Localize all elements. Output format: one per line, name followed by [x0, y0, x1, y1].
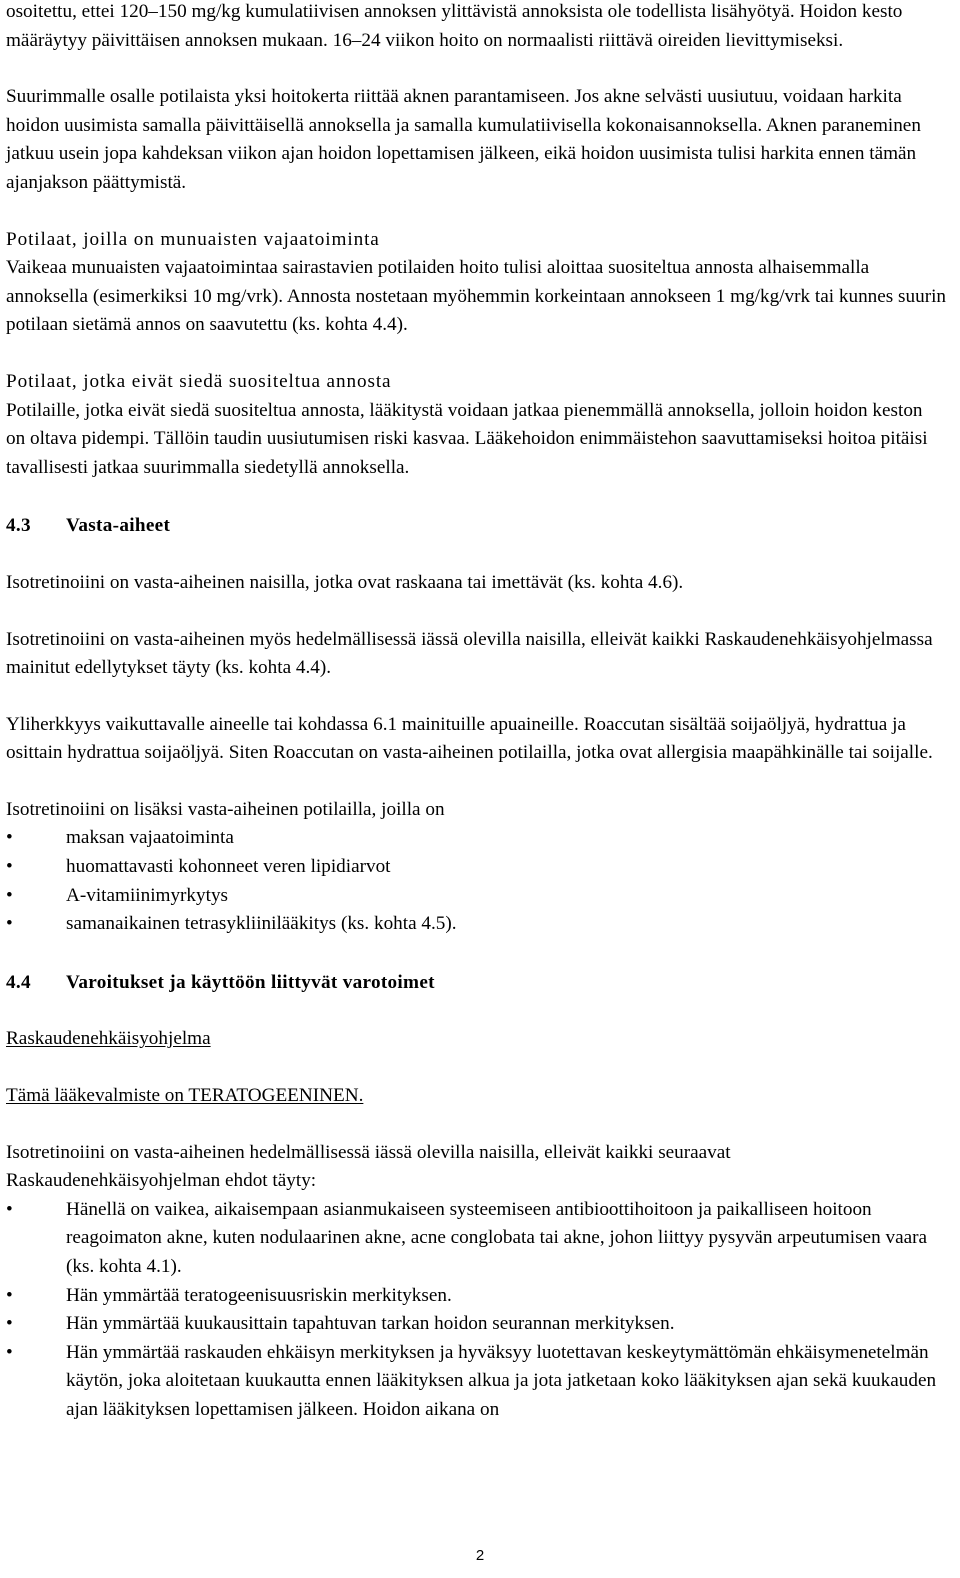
subheading-renal-impairment: Potilaat, joilla on munuaisten vajaatoiminta — [6, 228, 380, 250]
list-item: • Hänellä on vaikea, aikaisempaan asianmukaiseen systeemiseen antibioottihoitoon ja paikalliseen hoitoon reagoimaton akne, kuten nodulaarinen akne, acne conglobata tai akne, johon liittyy pysyvän arpeutumisen vaara (ks. kohta 4.1). — [6, 1196, 946, 1282]
paragraph-contraindication-fertile-women: Isotretinoiini on vasta-aiheinen myös hedelmällisessä iässä olevilla naisilla, elleivät kaikki Raskaudenehkäisyohjelmassa mainitut edellytykset täyty (ks. kohta 4.4). — [6, 628, 933, 679]
page-number: 2 — [475, 1547, 485, 1564]
paragraph-contraindication-hypersensitivity: Yliherkkyys vaikuttavalle aineelle tai kohdassa 6.1 mainituille apuaineille. Roaccutan sisältää soijaöljyä, hydrattua ja osittain hydrattua soijaöljyä. Siten Roaccutan on vasta-aiheinen potilailla, jotka ovat allergisia maapähkinälle tai soijalle. — [6, 713, 933, 764]
section-intolerant-patients — [6, 368, 946, 482]
contraindication-list — [6, 824, 946, 938]
document-page — [6, 0, 946, 1425]
section-number: 4.4 — [6, 971, 31, 993]
paragraph-contraindication-pregnancy: Isotretinoiini on vasta-aiheinen naisilla, jotka ovat raskaana tai imettävät (ks. kohta 4.6). — [6, 571, 684, 593]
section-other-contraindications — [6, 796, 946, 939]
program-conditions-list — [6, 1196, 946, 1425]
paragraph-other-contraindications: Isotretinoiini on lisäksi vasta-aiheinen potilailla, joilla on — [6, 798, 445, 820]
paragraph-intolerant-patients: Potilaille, jotka eivät siedä suositeltua annosta, lääkitystä voidaan jatkaa pienemmällä annoksella, jolloin hoidon keston on oltava pidempi. Tällöin taudin uusiutumisen riski kasvaa. Lääkehoidon enimmäistehon saavuttamiseksi hoitoa pitäisi tavallisesti jatkaa suurimmalla siedetyllä annoksella. — [6, 399, 928, 478]
subheading-intolerant-patients: Potilaat, jotka eivät siedä suositeltua annosta — [6, 370, 392, 392]
section-renal-impairment — [6, 226, 946, 340]
paragraph-treatment-courses: Suurimmalle osalle potilaista yksi hoitokerta riittää aknen parantamiseen. Jos akne selvästi uusiutuu, voidaan harkita hoidon uusimista samalla päivittäisellä annoksella ja samalla kumulatiivisella kokonaisannoksella. Aknen paraneminen jatkuu usein jopa kahdeksan viikon ajan hoidon lopettamisen jälkeen, eikä hoidon uusimista tulisi harkita ennen tämän ajanjakson päättymistä. — [6, 86, 921, 193]
section-title: Vasta-aiheet — [66, 515, 171, 537]
teratogen-warning: Tämä lääkevalmiste on TERATOGEENINEN. — [6, 1085, 364, 1107]
list-item: • huomattavasti kohonneet veren lipidiarvot — [6, 853, 946, 882]
paragraph-renal-impairment: Vaikeaa munuaisten vajaatoimintaa sairastavien potilaiden hoito tulisi aloittaa suositeltua annosta alhaisemmalla annoksella (esimerkiksi 10 mg/vrk). Annosta nostetaan myöhemmin korkeintaan annokseen 1 mg/kg/vrk tai kunnes suurin potilaan sietämä annos on saavutettu (ks. kohta 4.4). — [6, 257, 947, 336]
paragraph-program-conditions: Isotretinoiini on vasta-aiheinen hedelmällisessä iässä olevilla naisilla, elleivät kaikki seuraavat Raskaudenehkäisyohjelman ehdot täyty: — [6, 1141, 731, 1192]
section-title: Varoitukset ja käyttöön liittyvät varotoimet — [66, 971, 435, 993]
list-item: • samanaikainen tetrasykliinilääkitys (ks. kohta 4.5). — [6, 910, 946, 939]
section-number: 4.3 — [6, 515, 31, 537]
heading-section-4-3 — [6, 512, 946, 541]
paragraph-dose-duration: osoitettu, ettei 120–150 mg/kg kumulatiivisen annoksen ylittävistä annoksista ole todellista lisähyötyä. Hoidon kesto määräytyy päivittäisen annoksen mukaan. 16–24 viikon hoito on normaalisti riittävä oireiden lievittymiseksi. — [6, 1, 903, 51]
list-item: • A-vitamiinimyrkytys — [6, 882, 946, 911]
heading-section-4-4 — [6, 969, 946, 998]
list-item: • Hän ymmärtää kuukausittain tapahtuvan tarkan hoidon seurannan merkityksen. — [6, 1310, 946, 1339]
list-item: • Hän ymmärtää teratogeenisuusriskin merkityksen. — [6, 1282, 946, 1311]
list-item: • maksan vajaatoiminta — [6, 824, 946, 853]
subheading-pregnancy-prevention-program: Raskaudenehkäisyohjelma — [6, 1028, 211, 1050]
list-item: • Hän ymmärtää raskauden ehkäisyn merkityksen ja hyväksyy luotettavan keskeytymättömän ehkäisymenetelmän käytön, joka aloitetaan kuukautta ennen lääkityksen alkua ja jota jatketaan koko lääkityksen ajan sekä kuukauden ajan lääkityksen lopettamisen jälkeen. Hoidon aikana on — [6, 1339, 946, 1425]
